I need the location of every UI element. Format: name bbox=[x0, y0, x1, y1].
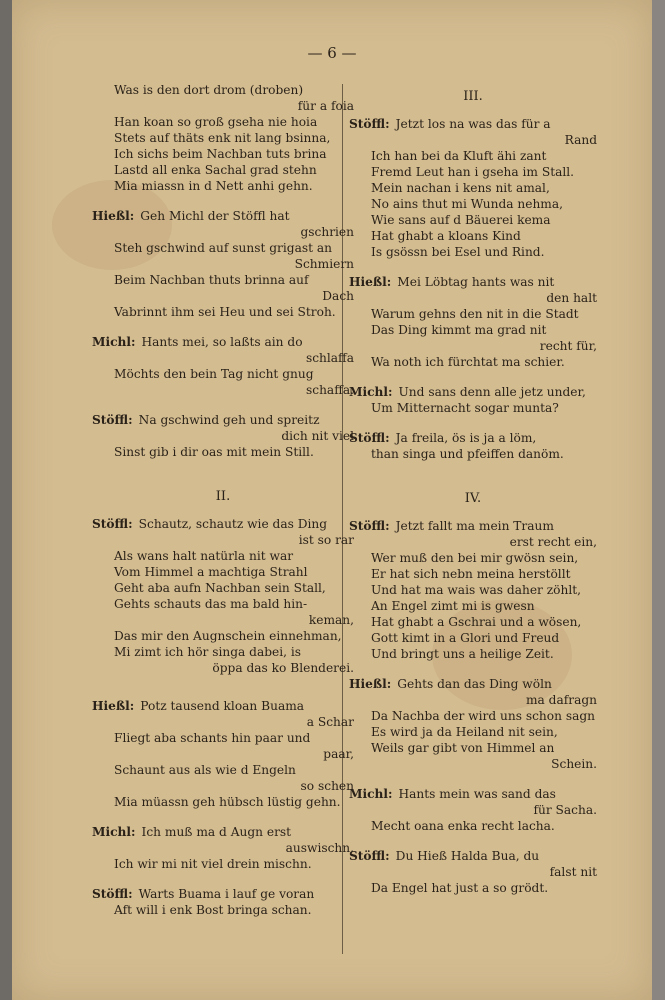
verse-line: Wer muß den bei mir gwösn sein, bbox=[371, 551, 579, 565]
speaker-name: Hießl: bbox=[349, 275, 392, 289]
verse-line: Und hat ma wais was daher zöhlt, bbox=[371, 583, 582, 597]
speaker-line bbox=[349, 518, 597, 534]
verse-line: Da Nachba der wird uns schon sagn bbox=[371, 709, 595, 723]
speaker-line bbox=[92, 334, 354, 350]
verse-line: Fliegt aba schants hin paar und bbox=[114, 731, 311, 745]
verse-continuation: auswischn, bbox=[285, 841, 354, 855]
verse-line: Sinst gib i dir oas mit mein Still. bbox=[114, 445, 314, 459]
verse-text: Ich muß ma d Augn erst bbox=[141, 825, 292, 839]
page-edge bbox=[652, 0, 665, 1000]
verse-text: Jetzt los na was das für a bbox=[395, 117, 551, 131]
verse-line: Vom Himmel a machtiga Strahl bbox=[114, 565, 308, 579]
verse-continuation: a Schar bbox=[306, 715, 354, 729]
page-number: — 6 — bbox=[307, 44, 357, 62]
verse-line: Gehts schauts das ma bald hin- bbox=[114, 597, 308, 611]
verse-line: Ich sichs beim Nachban tuts brina bbox=[114, 147, 327, 161]
verse-continuation: ma dafragn bbox=[525, 693, 597, 707]
verse-line: Mia müassn geh hübsch lüstig gehn. bbox=[114, 795, 341, 809]
verse-line: Beim Nachban thuts brinna auf bbox=[114, 273, 309, 287]
speaker-line bbox=[349, 786, 597, 802]
section-heading: II. bbox=[215, 489, 231, 504]
verse-line: An Engel zimt mi is gwesn bbox=[371, 599, 535, 613]
verse-line: Was is den dort drom (droben) bbox=[114, 83, 304, 97]
stanza-gap bbox=[349, 662, 597, 676]
speaker-line bbox=[92, 886, 354, 902]
speaker-line bbox=[349, 848, 597, 864]
speaker-name: Michl: bbox=[92, 825, 136, 839]
verse-line: Geht aba aufn Nachban sein Stall, bbox=[114, 581, 326, 595]
verse-continuation: für Sacha. bbox=[533, 803, 597, 817]
verse-continuation: recht für, bbox=[539, 339, 597, 353]
left-column bbox=[92, 82, 354, 918]
verse-line: Ich han bei da Kluft ähi zant bbox=[371, 149, 547, 163]
speaker-name: Stöffl: bbox=[92, 517, 133, 531]
verse-continuation: für a foia bbox=[297, 99, 354, 113]
verse-continuation: paar, bbox=[323, 747, 354, 761]
verse-continuation: schlaffa bbox=[305, 351, 354, 365]
verse-continuation: Dach bbox=[322, 289, 354, 303]
verse-continuation: dich nit viel bbox=[281, 429, 354, 443]
verse-line: Als wans halt natürla nit war bbox=[114, 549, 294, 563]
speaker-name: Michl: bbox=[92, 335, 136, 349]
speaker-name: Stöffl: bbox=[349, 117, 390, 131]
verse-line: Mecht oana enka recht lacha. bbox=[371, 819, 555, 833]
verse-line: Vabrinnt ihm sei Heu und sei Stroh. bbox=[114, 305, 336, 319]
verse-line: Warum gehns den nit in die Stadt bbox=[371, 307, 579, 321]
verse-text: Jetzt fallt ma mein Traum bbox=[395, 519, 554, 533]
verse-text: Geh Michl der Stöffl hat bbox=[140, 209, 290, 223]
verse-continuation: erst recht ein, bbox=[509, 535, 597, 549]
speaker-name: Michl: bbox=[349, 787, 393, 801]
verse-continuation: Schein. bbox=[551, 757, 597, 771]
verse-continuation: so schen bbox=[300, 779, 354, 793]
verse-line: Hat ghabt a Gschrai und a wösen, bbox=[371, 615, 582, 629]
speaker-line bbox=[92, 208, 354, 224]
verse-line: Weils gar gibt von Himmel an bbox=[371, 741, 555, 755]
speaker-line bbox=[349, 676, 597, 692]
speaker-name: Stöffl: bbox=[349, 849, 390, 863]
speaker-line bbox=[92, 412, 354, 428]
verse-continuation: Schmiern bbox=[294, 257, 354, 271]
verse-text: Warts Buama i lauf ge voran bbox=[138, 887, 315, 901]
section-heading: IV. bbox=[464, 491, 482, 506]
verse-text: Ja freila, ös is ja a löm, bbox=[395, 431, 537, 445]
stanza-gap bbox=[349, 772, 597, 786]
verse-line: Gott kimt in a Glori und Freud bbox=[371, 631, 560, 645]
verse-line: Mi zimt ich hör singa dabei, is bbox=[114, 645, 302, 659]
verse-line: Das Ding kimmt ma grad nit bbox=[371, 323, 547, 337]
speaker-name: Hießl: bbox=[92, 209, 135, 223]
verse-line: No ains thut mi Wunda nehma, bbox=[371, 197, 563, 211]
speaker-line bbox=[349, 116, 597, 132]
verse-line: Han koan so groß gseha nie hoia bbox=[114, 115, 318, 129]
verse-text: Schautz, schautz wie das Ding bbox=[138, 517, 328, 531]
verse-line: Schaunt aus als wie d Engeln bbox=[114, 763, 296, 777]
verse-continuation: den halt bbox=[546, 291, 597, 305]
verse-text: Potz tausend kloan Buama bbox=[140, 699, 305, 713]
page bbox=[12, 0, 652, 1000]
speaker-line bbox=[349, 430, 597, 446]
verse-line: Es wird ja da Heiland nit sein, bbox=[371, 725, 558, 739]
verse-line: Ich wir mi nit viel drein mischn. bbox=[114, 857, 312, 871]
verse-text: Mei Löbtag hants was nit bbox=[397, 275, 555, 289]
verse-line: Lastd all enka Sachal grad stehn bbox=[114, 163, 317, 177]
verse-line: Das mir den Augnschein einnehman, bbox=[114, 629, 342, 643]
stanza-gap bbox=[92, 810, 354, 824]
verse-line: Und bringt uns a heilige Zeit. bbox=[371, 647, 554, 661]
verse-line: than singa und pfeiffen danöm. bbox=[371, 447, 564, 461]
verse-continuation: ist so rar bbox=[298, 533, 354, 547]
verse-text: Hants mei, so laßts ain do bbox=[141, 335, 303, 349]
verse-line: Da Engel hat just a so grödt. bbox=[371, 881, 549, 895]
verse-line: Mia miassn in d Nett anhi gehn. bbox=[114, 179, 313, 193]
verse-line: Stets auf thäts enk nit lang bsinna, bbox=[114, 131, 331, 145]
speaker-name: Hießl: bbox=[349, 677, 392, 691]
speaker-name: Stöffl: bbox=[349, 519, 390, 533]
stanza-gap bbox=[349, 462, 597, 484]
verse-text: Hants mein was sand das bbox=[398, 787, 556, 801]
speaker-line bbox=[349, 274, 597, 290]
speaker-line bbox=[349, 384, 597, 400]
verse-text: Na gschwind geh und spreitz bbox=[138, 413, 320, 427]
right-column bbox=[349, 82, 597, 896]
verse-continuation: falst nit bbox=[549, 865, 597, 879]
verse-line: Möchts den bein Tag nicht gnug bbox=[114, 367, 314, 381]
verse-text: Gehts dan das Ding wöln bbox=[397, 677, 552, 691]
speaker-line bbox=[92, 824, 354, 840]
speaker-line bbox=[92, 698, 354, 714]
verse-continuation: öppa das ko Blenderei. bbox=[212, 661, 354, 675]
stanza-gap bbox=[349, 370, 597, 384]
stanza-gap bbox=[349, 260, 597, 274]
stanza-gap bbox=[92, 872, 354, 886]
speaker-name: Stöffl: bbox=[92, 887, 133, 901]
verse-line: Er hat sich nebn meina herstöllt bbox=[371, 567, 571, 581]
verse-line: Fremd Leut han i gseha im Stall. bbox=[371, 165, 575, 179]
speaker-name: Hießl: bbox=[92, 699, 135, 713]
verse-continuation: gschrien bbox=[300, 225, 354, 239]
speaker-name: Stöffl: bbox=[349, 431, 390, 445]
speaker-name: Stöffl: bbox=[92, 413, 133, 427]
speaker-name: Michl: bbox=[349, 385, 393, 399]
verse-continuation: Rand bbox=[564, 133, 597, 147]
verse-line: Hat ghabt a kloans Kind bbox=[371, 229, 521, 243]
verse-line: Aft will i enk Bost bringa schan. bbox=[114, 903, 312, 917]
stanza-gap bbox=[349, 416, 597, 430]
verse-line: Is gsössn bei Esel und Rind. bbox=[371, 245, 545, 259]
verse-continuation: schaffa. bbox=[306, 383, 354, 397]
verse-text: Und sans denn alle jetz under, bbox=[398, 385, 586, 399]
verse-line: Wie sans auf d Bäuerei kema bbox=[371, 213, 551, 227]
stanza-gap bbox=[92, 320, 354, 334]
verse-text: Du Hieß Halda Bua, du bbox=[395, 849, 540, 863]
verse-continuation: keman, bbox=[308, 613, 354, 627]
section-heading: III. bbox=[463, 89, 483, 104]
stanza-gap bbox=[92, 398, 354, 412]
stanza-gap bbox=[92, 194, 354, 208]
verse-line: Mein nachan i kens nit amal, bbox=[371, 181, 550, 195]
stanza-gap bbox=[92, 460, 354, 482]
verse-line: Steh gschwind auf sunst grigast an bbox=[114, 241, 332, 255]
stanza-gap bbox=[92, 676, 354, 698]
verse-line: Wa noth ich fürchtat ma schier. bbox=[371, 355, 565, 369]
stanza-gap bbox=[349, 834, 597, 848]
verse-line: Um Mitternacht sogar munta? bbox=[371, 401, 559, 415]
speaker-line bbox=[92, 516, 354, 532]
